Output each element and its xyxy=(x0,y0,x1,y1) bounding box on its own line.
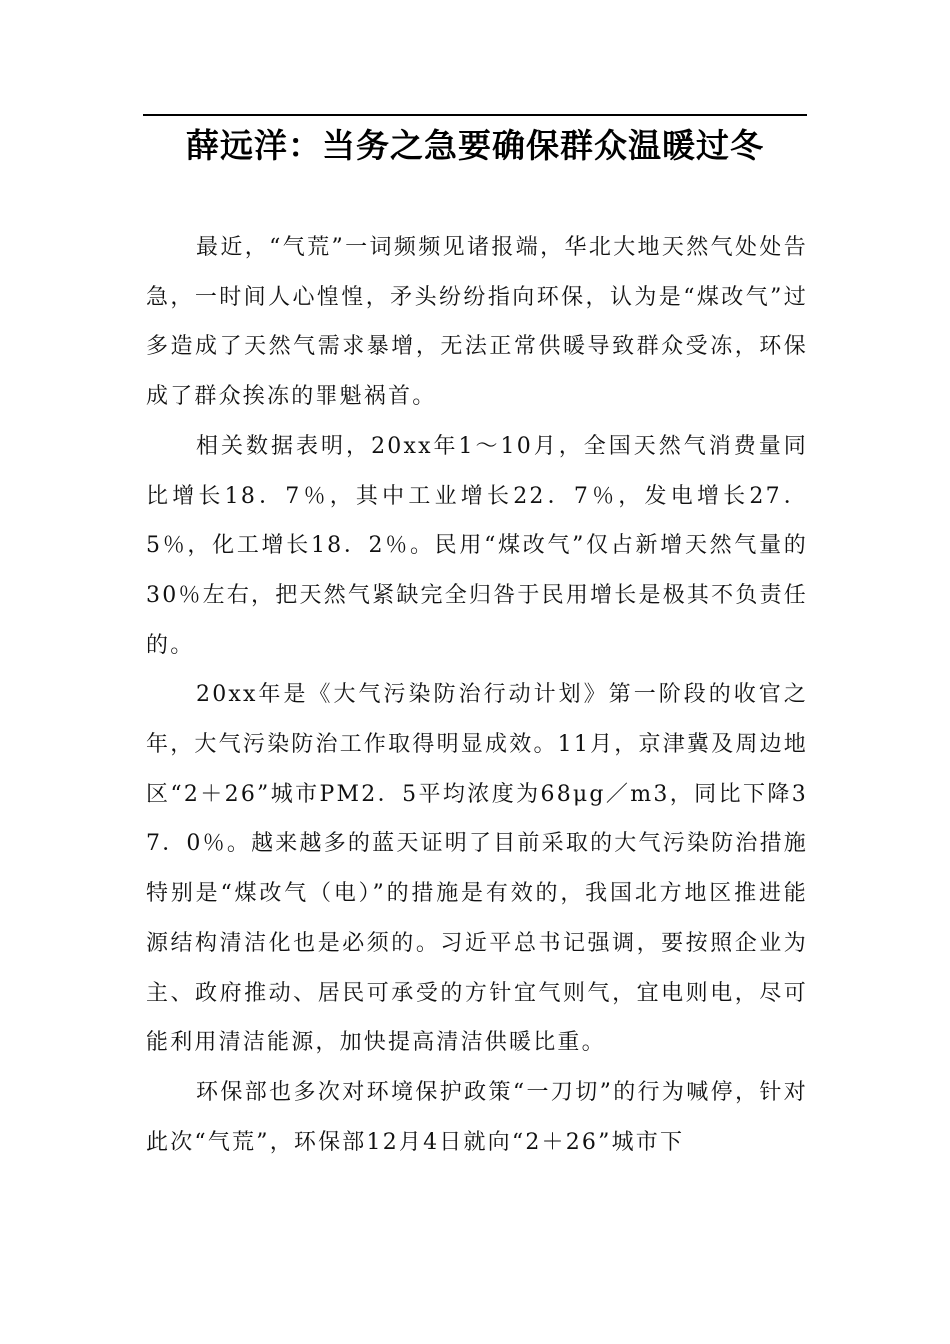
paragraph-2: 相关数据表明，20xx年1～10月，全国天然气消费量同比增长18．7％，其中工业增长22．7％，发电增长27．5％，化工增长18．2％。民用“煤改气”仅占新增天然气量的30％左右，把天然气紧缺完全归咎于民用增长是极其不负责任的。 xyxy=(146,433,808,658)
article-body xyxy=(146,223,808,1167)
header-rule xyxy=(143,114,807,116)
paragraph-3: 20xx年是《大气污染防治行动计划》第一阶段的收官之年，大气污染防治工作取得明显成效。11月，京津冀及周边地区“2＋26”城市PM2．5平均浓度为68μg／m3，同比下降37．0％。越来越多的蓝天证明了目前采取的大气污染防治措施特别是“煤改气（电）”的措施是有效的，我国北方地区推进能源结构清洁化也是必须的。习近平总书记强调，要按照企业为主、政府推动、居民可承受的方针宜气则气，宜电则电，尽可能利用清洁能源，加快提高清洁供暖比重。 xyxy=(146,682,808,1056)
article-title: 薛远洋：当务之急要确保群众温暖过冬 xyxy=(186,126,764,165)
paragraph-4: 环保部也多次对环境保护政策“一刀切”的行为喊停，针对此次“气荒”，环保部12月4日就向“2＋26”城市下 xyxy=(146,1079,808,1155)
paragraph-1: 最近，“气荒”一词频频见诸报端，华北大地天然气处处告急，一时间人心惶惶，矛头纷纷指向环保，认为是“煤改气”过多造成了天然气需求暴增，无法正常供暖导致群众受冻，环保成了群众挨冻的罪魁祸首。 xyxy=(146,235,808,410)
